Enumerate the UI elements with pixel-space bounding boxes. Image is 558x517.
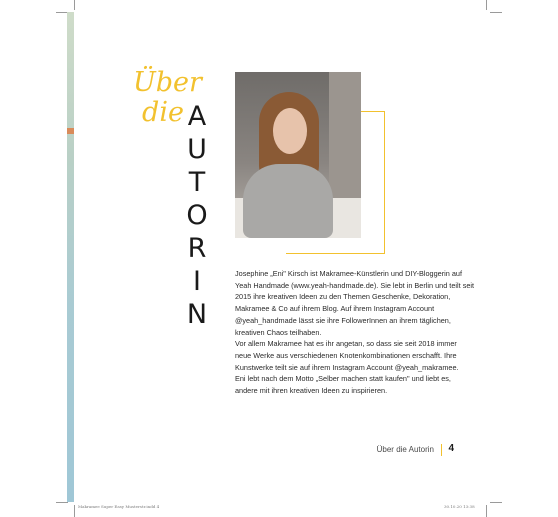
crop-mark [486, 505, 487, 517]
left-color-strip [67, 12, 74, 502]
photo-sweater [243, 164, 333, 238]
bio-paragraph: Eni lebt nach dem Motto „Selber machen statt kaufen" und liebt es, andere mit ihren kreativen Ideen zu inspirieren. [235, 374, 451, 396]
photo-frame-line [384, 111, 385, 254]
vertical-heading [183, 100, 211, 331]
heading-letter: O [186, 200, 208, 231]
crop-mark [56, 502, 68, 503]
author-photo [235, 72, 361, 238]
photo-frame-line [361, 111, 385, 112]
heading-letter: A [187, 101, 207, 132]
heading-letter: I [193, 266, 201, 297]
crop-mark [490, 502, 502, 503]
heading-letter: N [186, 299, 208, 330]
crop-mark [490, 12, 502, 13]
footer-divider [441, 444, 442, 456]
slug-left: Makramee Super Easy Musterstr.indd 4 [78, 504, 160, 509]
strip-accent [67, 128, 74, 134]
heading-letter: T [188, 167, 206, 198]
script-line-uber: Über [133, 67, 202, 98]
bio-paragraph: Vor allem Makramee hat es ihr angetan, so dass sie seit 2018 immer neue Werke aus verschiedenen Knotenkombinationen erschafft. Ihre Kunstwerke teilt sie auf ihrem Instagram Account @yeah_makramee. [235, 339, 459, 372]
crop-mark [486, 0, 487, 10]
page-number: 4 [448, 443, 454, 454]
script-line-die: die [142, 97, 184, 128]
crop-mark [74, 505, 75, 517]
bio-paragraph: Josephine „Eni" Kirsch ist Makramee-Künstlerin und DIY-Bloggerin auf Yeah Handmade (www.yeah-handmade.de). Sie lebt in Berlin und teilt seit 2015 ihre kreativen Ideen zu den Themen Geschenke, Dekoration, Makramee & Co auf ihrem Blog. Auf ihrem Instagram Account @yeah_handmade lässt sie ihre FollowerInnen an ihrem täglichen, kreativen Chaos teilhaben. [235, 269, 475, 337]
slug-right: 30.10.20 13:38 [444, 504, 475, 509]
footer-section-title: Über die Autorin [376, 445, 434, 454]
heading-letter: R [187, 233, 207, 264]
author-bio [235, 268, 475, 397]
photo-face [273, 108, 307, 154]
crop-mark [74, 0, 75, 10]
photo-frame-line [286, 253, 385, 254]
page-footer [360, 444, 460, 458]
heading-letter: U [187, 134, 207, 165]
